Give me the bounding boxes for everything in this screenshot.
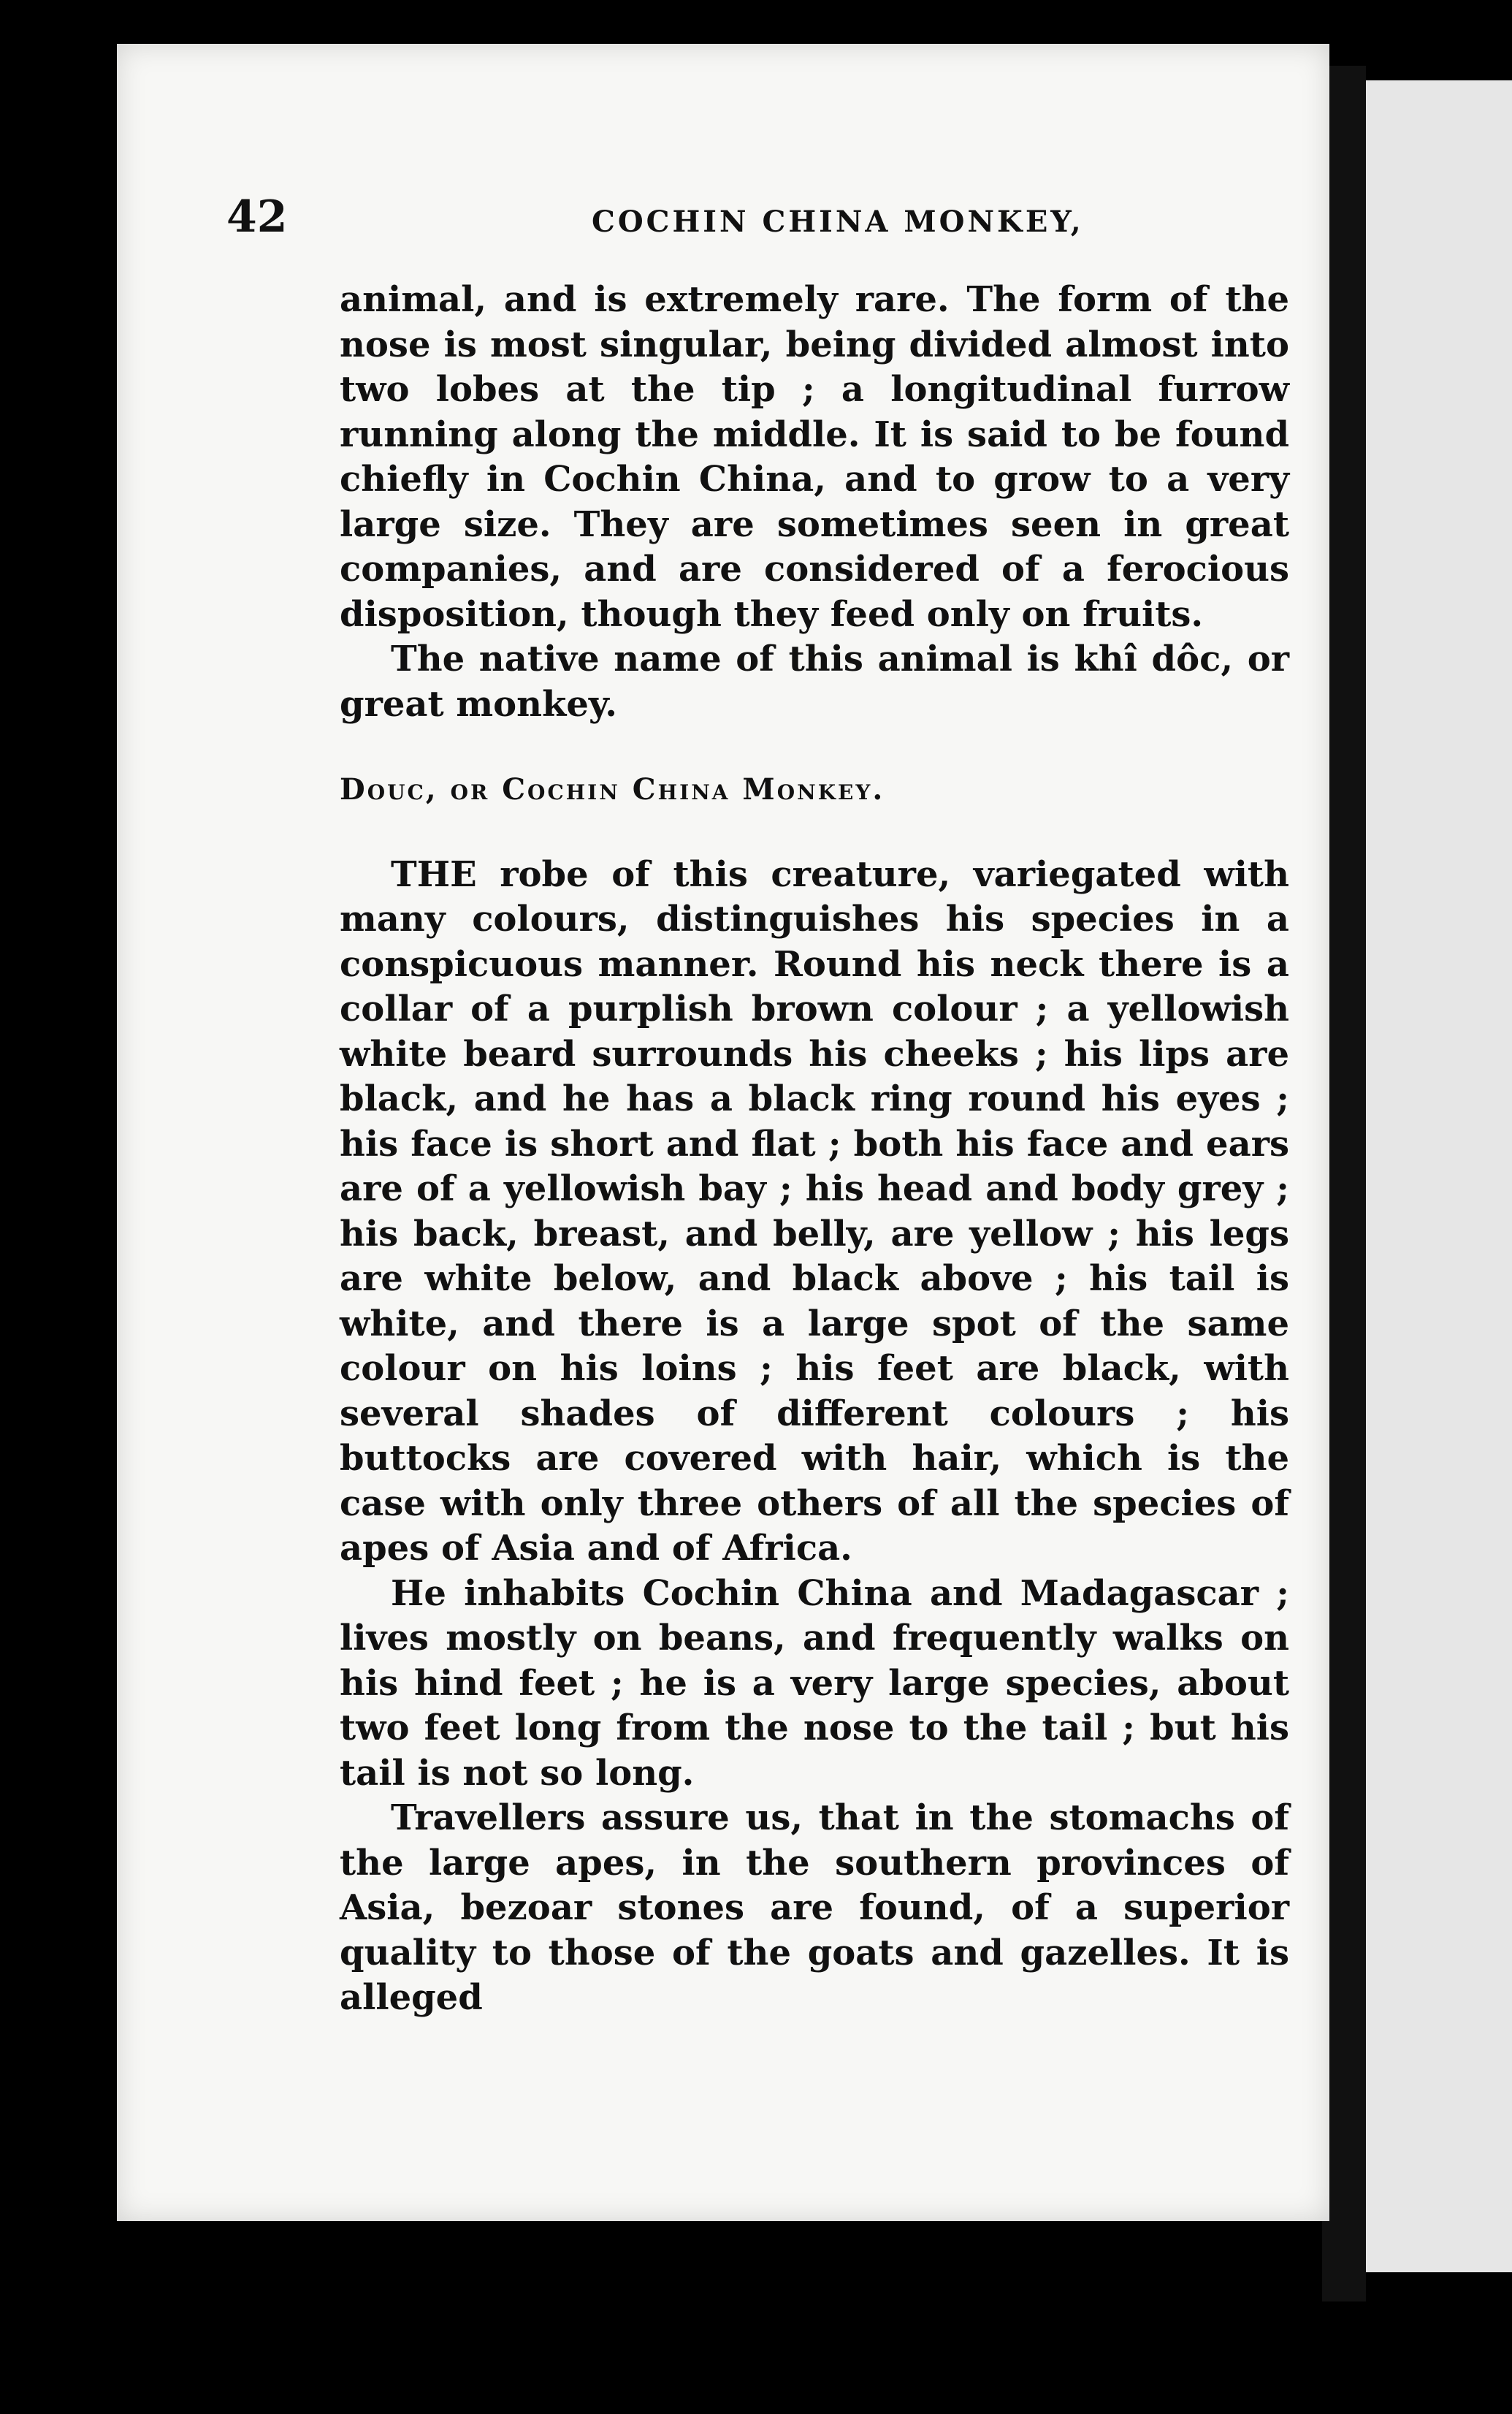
paragraph-description: THE robe of this creature, variegated with many colours, distinguishes his species in a conspicuous manner. Round his neck there is a collar of a purplish brown colour ; a yellowish white beard surrounds his cheeks ; his lips are black, and he has a black ring round his eyes ; his face is short and flat ; both his face and ears are of a yellowish bay ; his head and body grey ; his back, breast, and belly, are yellow ; his legs are white below, and black above ; his tail is white, and there is a large spot of the same colour on his loins ; his feet are black, with several shades of different colours ; his buttocks are covered with hair, which is the case with only three others of all the species of apes of Asia and of Africa. [340,853,1289,1569]
paragraph-habitat: He inhabits Cochin China and Madagascar ; lives mostly on beans, and frequently walks on his hind feet ; he is a very large species, about two feet long from the nose to the tail ; but his tail is not so long. [340,1572,1289,1794]
body-text [340,278,1289,2021]
running-head [226,191,1286,250]
section-heading: Douc, or Cochin China Monkey. [340,772,885,807]
running-title: COCHIN CHINA MONKEY, [592,205,1084,239]
paragraph-bezoar: Travellers assure us, that in the stomachs of the large apes, in the southern provinces of Asia, bezoar stones are found, of a superior quality to those of the goats and gazelles. It is alleged [340,1797,1289,2018]
paragraph-continuation: animal, and is extremely rare. The form of the nose is most singular, being divided almost into two lobes at the tip ; a longitudinal furrow running along the middle. It is said to be found chiefly in Cochin China, and to grow to a very large size. They are sometimes seen in great companies, and are considered of a ferocious disposition, though they feed only on fruits. [340,279,1289,635]
adjacent-page-strip [1348,80,1512,2272]
paragraph-native-name: The native name of this animal is khî dôc, or great monkey. [340,639,1289,725]
page-number: 42 [226,191,288,243]
